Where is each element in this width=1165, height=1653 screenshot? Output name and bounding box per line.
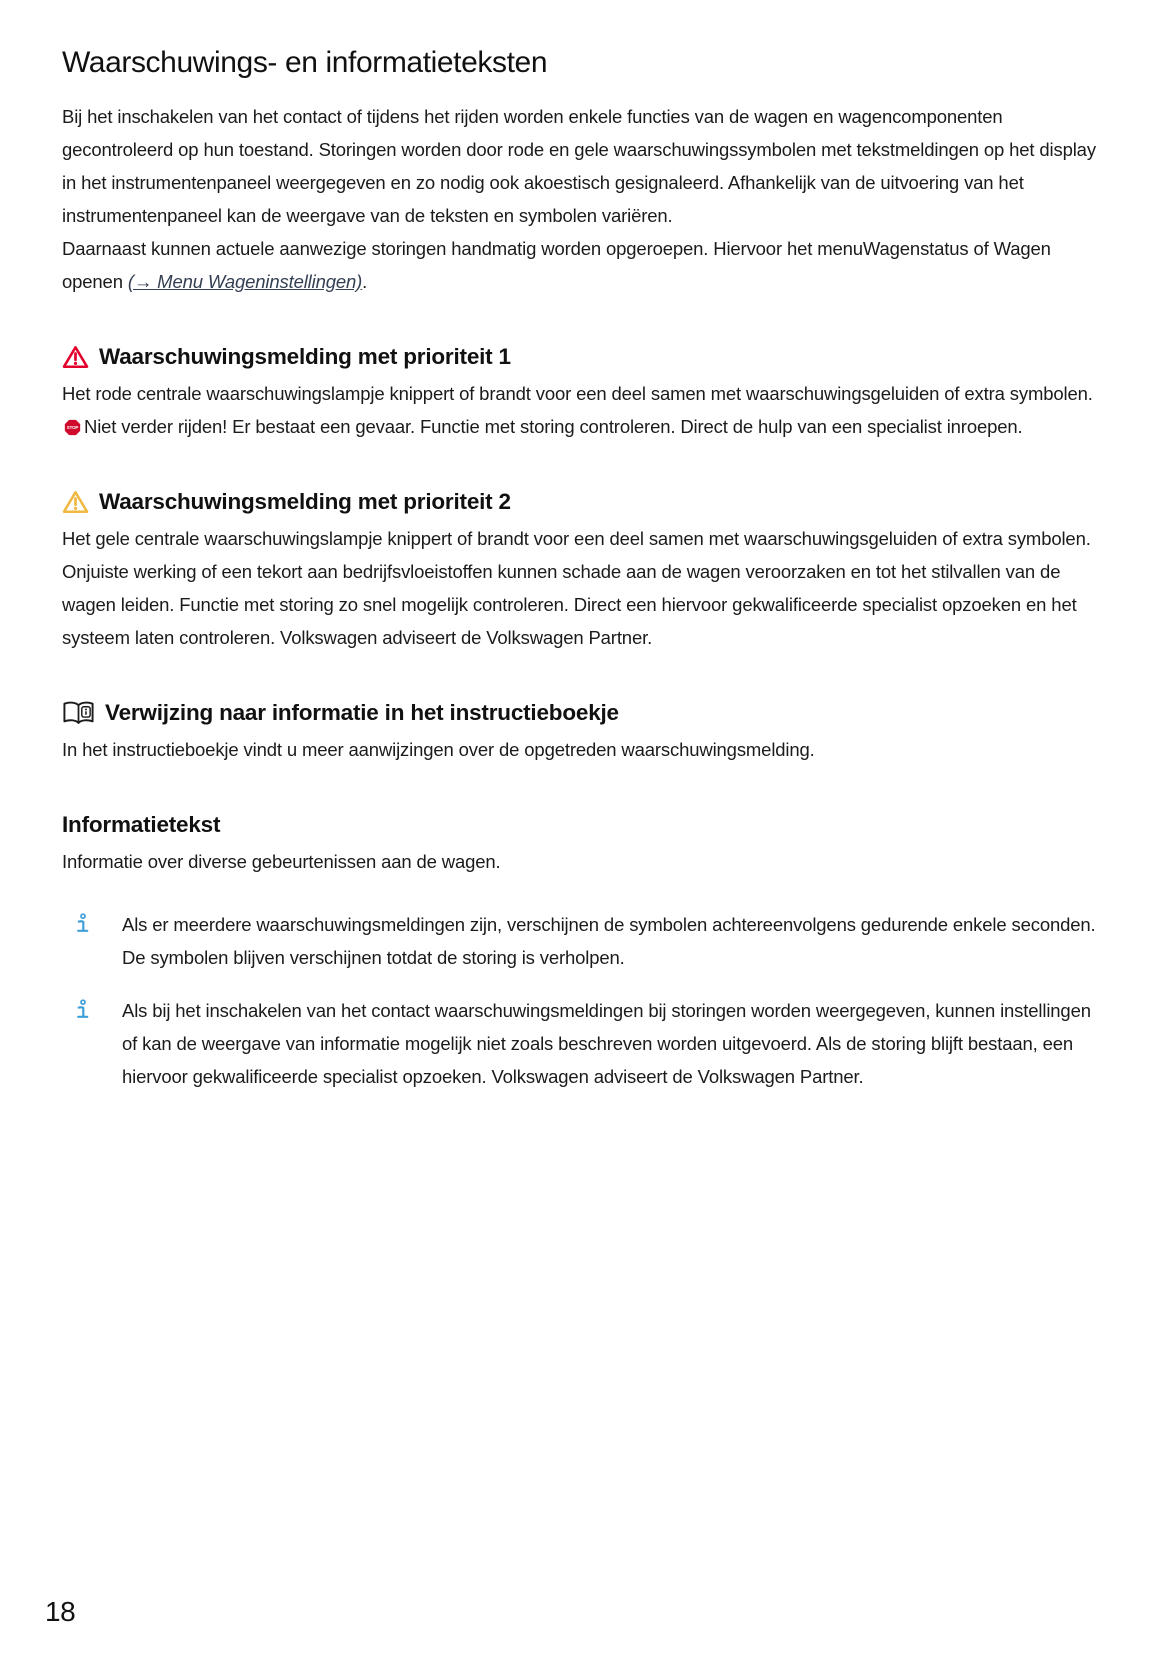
intro-paragraph-2-text: Daarnaast kunnen actuele aanwezige storingen handmatig worden opgeroepen. Hiervoor het menuWagenstatus of Wagen openen	[62, 238, 1051, 292]
page-number: 18	[45, 1596, 76, 1627]
section-booklet-reference	[62, 700, 1110, 766]
intro-paragraph-2-period: .	[362, 271, 368, 292]
info-note-text-1: Als er meerdere waarschuwingsmeldingen zijn, verschijnen de symbolen achtereenvolgens gedurende enkele seconden. De symbolen blijven verschijnen totdat de storing is verholpen.	[122, 914, 1096, 968]
section-informatietekst-heading	[62, 812, 1110, 838]
section-priority-2-heading	[62, 489, 1110, 515]
info-icon	[75, 994, 122, 1025]
section-informatietekst	[62, 812, 1110, 878]
section-priority-1-body	[62, 377, 1110, 443]
menu-wageninstellingen-link[interactable]: (→ Menu Wageninstellingen)	[127, 271, 363, 292]
section-booklet-reference-heading	[62, 700, 1110, 726]
section-priority-2-body: Het gele centrale waarschuwingslampje knippert of brandt voor een deel samen met waarschuwingsgeluiden of extra symbolen. Onjuiste werking of een tekort aan bedrijfsvloeistoffen kunnen schade aan de wagen veroorzaken en tot het stilvallen van de wagen leiden. Functie met storing zo snel mogelijk controleren. Direct een hiervoor gekwalificeerde specialist opzoeken en het systeem laten controleren. Volkswagen adviseert de Volkswagen Partner.	[62, 528, 1091, 648]
info-notes-list	[62, 908, 1110, 1093]
section-informatietekst-body: Informatie over diverse gebeurtenissen aan de wagen.	[62, 851, 501, 872]
info-icon	[75, 908, 122, 939]
open-book-info-icon	[62, 700, 95, 726]
info-note-text-2: Als bij het inschakelen van het contact waarschuwingsmeldingen bij storingen worden weergegeven, kunnen instellingen of kan de weergave van informatie mogelijk niet zoals beschreven worden uitgevoerd. Als de storing blijft bestaan, een hiervoor gekwalificeerde specialist opzoeken. Volkswagen adviseert de Volkswagen Partner.	[122, 1000, 1091, 1087]
page-content	[62, 46, 1110, 1093]
section-priority-2-title: Waarschuwingsmelding met prioriteit 2	[99, 489, 511, 514]
section-booklet-reference-title: Verwijzing naar informatie in het instructieboekje	[105, 700, 619, 725]
intro-paragraph-2	[62, 232, 1110, 298]
list-item	[62, 908, 1110, 974]
section-priority-2	[62, 489, 1110, 654]
section-priority-1-body-part2: Niet verder rijden! Er bestaat een gevaar. Functie met storing controleren. Direct de hulp van een specialist inroepen.	[84, 416, 1023, 437]
section-priority-1-title: Waarschuwingsmelding met prioriteit 1	[99, 344, 511, 369]
section-informatietekst-title: Informatietekst	[62, 812, 221, 837]
section-priority-1-body-part1: Het rode centrale waarschuwingslampje knippert of brandt voor een deel samen met waarschuwingsgeluiden of extra symbolen.	[62, 383, 1093, 404]
warning-triangle-red-icon	[62, 345, 89, 369]
section-priority-1-heading	[62, 344, 1110, 370]
page-title: Waarschuwings- en informatieteksten	[62, 46, 548, 79]
stop-sign-icon	[64, 419, 81, 436]
warning-triangle-yellow-icon	[62, 490, 89, 514]
svg-text:STOP: STOP	[66, 425, 79, 431]
intro-paragraph-1: Bij het inschakelen van het contact of tijdens het rijden worden enkele functies van de wagen en wagencomponenten gecontroleerd op hun toestand. Storingen worden door rode en gele waarschuwingssymbolen met tekstmeldingen op het display in het instrumentenpaneel weergegeven en zo nodig ook akoestisch gesignaleerd. Afhankelijk van de uitvoering van het instrumentenpaneel kan de weergave van de teksten en symbolen variëren.	[62, 106, 1096, 226]
section-priority-1	[62, 344, 1110, 443]
section-booklet-reference-body: In het instructieboekje vindt u meer aanwijzingen over de opgetreden waarschuwingsmelding.	[62, 739, 815, 760]
list-item	[62, 994, 1110, 1093]
